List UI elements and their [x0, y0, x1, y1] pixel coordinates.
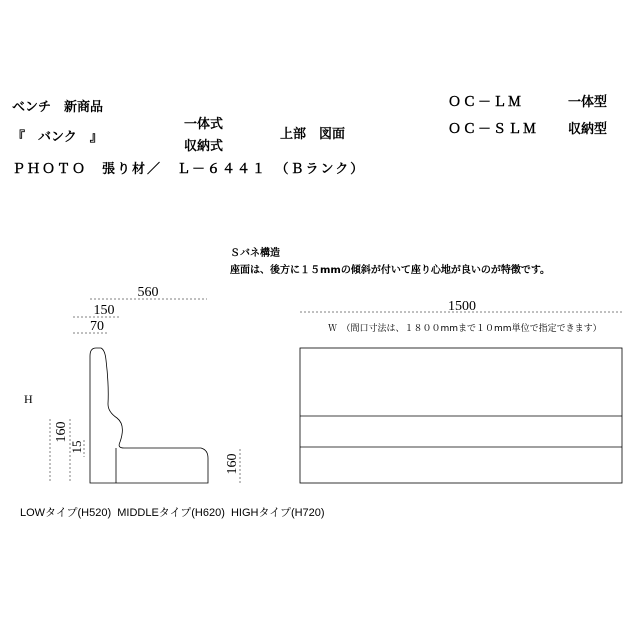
type-storage-label: 収納式: [184, 139, 224, 154]
height-label: H: [24, 392, 33, 406]
width-note: Ｗ （間口寸法は、１８００mmまで１０mm単位で指定できます）: [328, 324, 602, 334]
category-label: ベンチ 新商品: [12, 100, 104, 115]
photo-material-line: ＰＨＯＴＯ 張り材／ Ｌ－６４４１ （Ｂランク）: [12, 162, 366, 177]
type-integrated-label: 一体式: [184, 117, 224, 132]
seat-height-dimension: 160: [54, 421, 69, 443]
view-title: 上部 図面: [280, 127, 346, 142]
model-2-type: 収納型: [568, 122, 608, 137]
model-1-code: ＯＣ－ＬＭ: [448, 95, 524, 110]
structure-note: Ｓバネ構造: [230, 248, 280, 259]
model-2-code: ＯＣ－ＳＬＭ: [448, 122, 539, 137]
width-dimension: 1500: [448, 299, 476, 314]
base-height-dimension: 160: [225, 453, 240, 475]
bench-side-profile: [90, 348, 208, 483]
bench-front-view: [300, 348, 622, 483]
model-1-type: 一体型: [568, 95, 608, 110]
tilt-dimension: 15: [69, 440, 84, 454]
back-thickness-dimension: 150: [93, 303, 115, 318]
height-types-line: LOWタイプ(H520) MIDDLEタイプ(H620) HIGHタイプ(H720): [20, 507, 325, 519]
seat-description: 座面は、後方に１５mmの傾斜が付いて座り心地が良いのが特徴です。: [230, 265, 551, 276]
product-name: 『 バンク 』: [12, 130, 103, 145]
depth-dimension: 560: [137, 285, 159, 300]
back-top-dimension: 70: [90, 319, 104, 334]
